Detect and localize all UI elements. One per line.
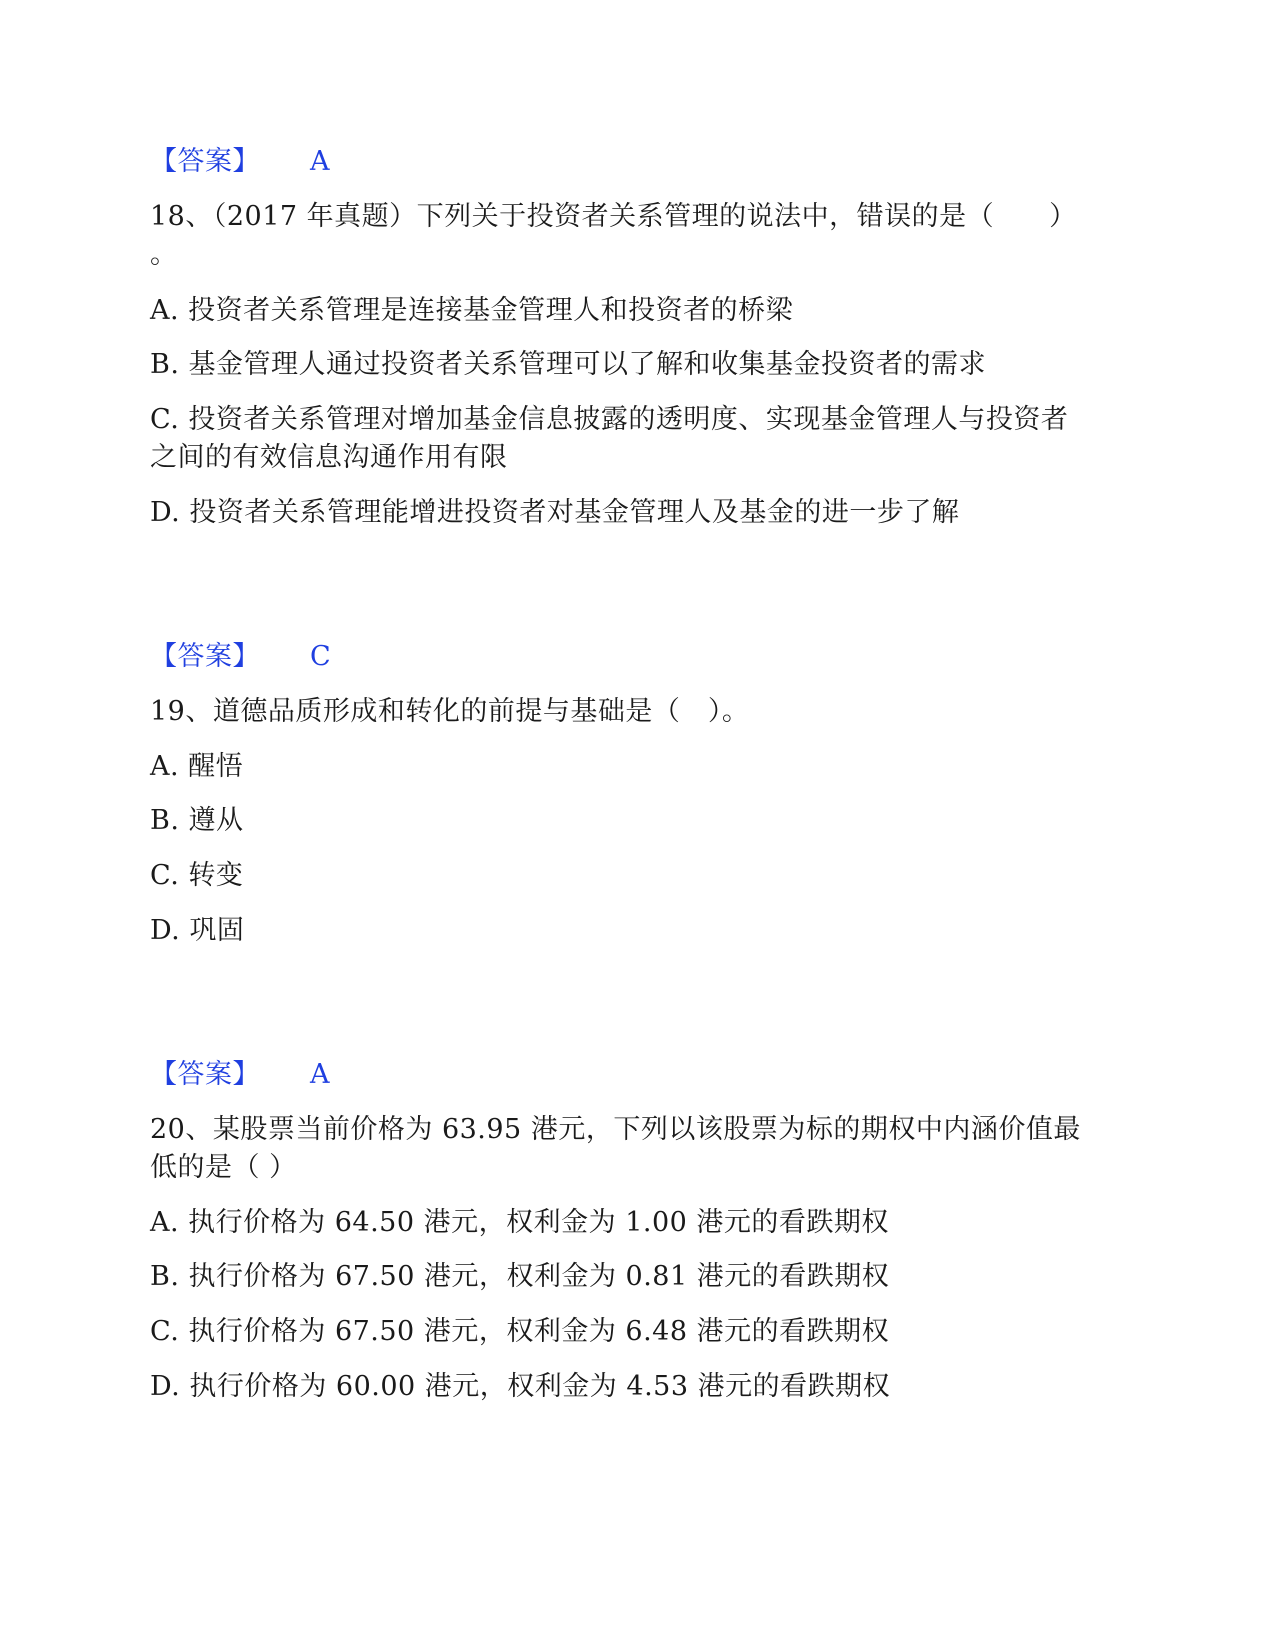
option-a: A. 醒悟: [150, 751, 244, 782]
question-text: （2017 年真题）下列关于投资者关系管理的说法中，错误的是（ ）: [212, 201, 1077, 232]
option-d: D. 投资者关系管理能增进投资者对基金管理人及基金的进一步了解: [150, 497, 960, 528]
question-18-line-2: 。: [150, 239, 178, 270]
answer-label: 【答案】: [150, 146, 260, 177]
question-number: 20、: [150, 1114, 213, 1145]
question-number: 19、: [150, 696, 213, 727]
question-number: 18、: [150, 201, 213, 232]
answer-value: A: [310, 146, 330, 177]
question-19-line-1: [150, 697, 749, 727]
option-b: B. 执行价格为 67.50 港元，权利金为 0.81 港元的看跌期权: [150, 1261, 890, 1292]
option-c: C. 投资者关系管理对增加基金信息披露的透明度、实现基金管理人与投资者: [150, 404, 1069, 435]
answer-label: 【答案】: [150, 641, 260, 672]
option-d: D. 巩固: [150, 915, 245, 946]
answer-value: C: [310, 641, 332, 672]
option-a: A. 投资者关系管理是连接基金管理人和投资者的桥梁: [150, 295, 794, 326]
answer-value: A: [310, 1059, 330, 1090]
option-b: B. 基金管理人通过投资者关系管理可以了解和收集基金投资者的需求: [150, 349, 987, 380]
option-c: C. 转变: [150, 860, 244, 891]
question-20-line-1: [150, 1115, 1081, 1145]
option-a: A. 执行价格为 64.50 港元，权利金为 1.00 港元的看跌期权: [150, 1207, 889, 1238]
question-20-line-2: 低的是（ ）: [150, 1152, 297, 1183]
question-text: 道德品质形成和转化的前提与基础是（ ）。: [212, 696, 750, 727]
option-b: B. 遵从: [150, 805, 244, 836]
answer-row: [150, 642, 550, 672]
question-text: 某股票当前价格为 63.95 港元，下列以该股票为标的期权中内涵价值最: [212, 1114, 1081, 1145]
option-c: C. 执行价格为 67.50 港元，权利金为 6.48 港元的看跌期权: [150, 1316, 890, 1347]
option-d: D. 执行价格为 60.00 港元，权利金为 4.53 港元的看跌期权: [150, 1371, 891, 1402]
answer-row: [150, 147, 550, 177]
option-c-continued: 之间的有效信息沟通作用有限: [150, 442, 508, 473]
answer-label: 【答案】: [150, 1059, 260, 1090]
answer-row: [150, 1060, 550, 1090]
question-18-line-1: [150, 202, 1077, 232]
